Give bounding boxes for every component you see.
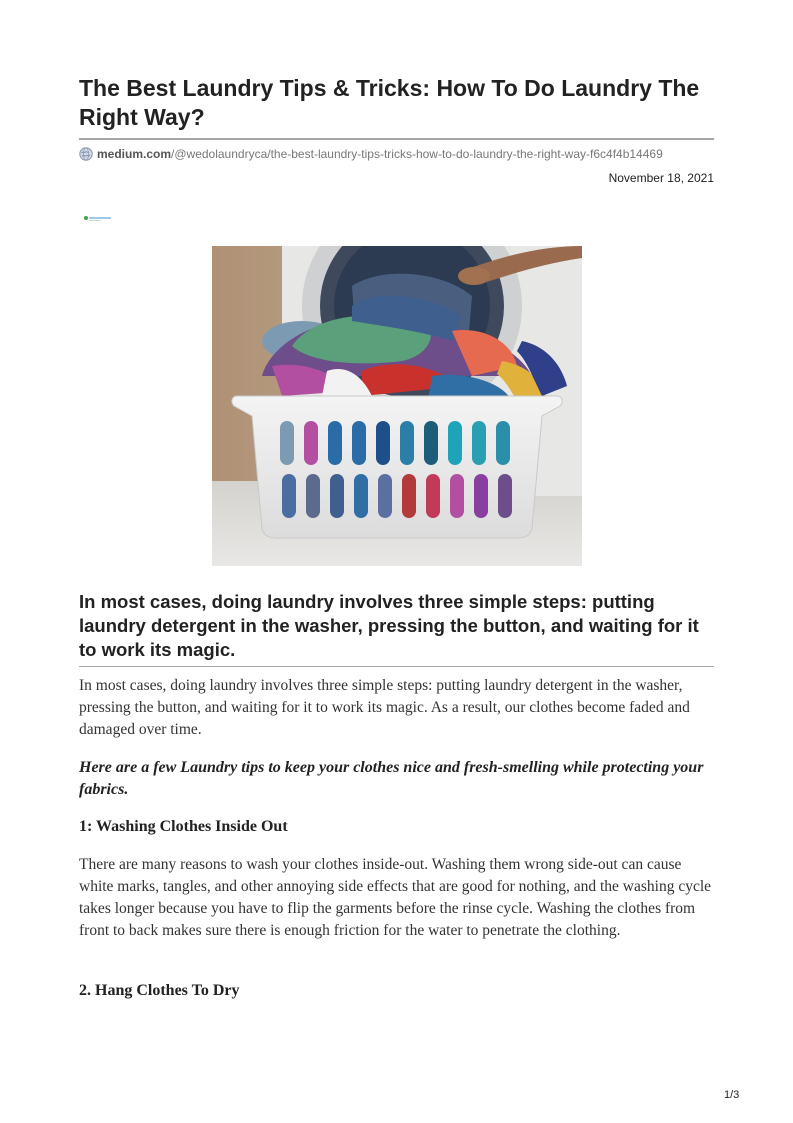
article-subheading: In most cases, doing laundry involves three simple steps: putting laundry detergent in the washer, pressing the button, and waiting for it to work its magic.: [79, 591, 699, 660]
subheading-divider: [79, 666, 714, 667]
section-heading-1: 1: Washing Clothes Inside Out: [79, 818, 288, 835]
source-link[interactable]: [79, 146, 714, 162]
source-path: /@wedolaundryca/the-best-laundry-tips-tricks-how-to-do-laundry-the-right-way-f6c4f4b14469: [171, 147, 663, 161]
intro-paragraph: In most cases, doing laundry involves three simple steps: putting laundry detergent in the washer, pressing the button, and waiting for it to work its magic. As a result, our clothes become faded and damaged over time.: [79, 677, 690, 738]
publish-date: November 18, 2021: [608, 171, 714, 185]
section-body-1: There are many reasons to wash your clothes inside-out. Washing them wrong side-out can cause white marks, tangles, and other annoying side effects that are good for nothing, and the washing cycle takes longer because you have to flip the garments before the rinse cycle. Washing the clothes from front to back makes sure there is enough friction for the water to penetrate the clothing.: [79, 856, 712, 939]
source-domain: medium.com: [97, 147, 172, 161]
title-divider: [79, 138, 714, 140]
globe-icon: [79, 147, 93, 161]
tips-intro: Here are a few Laundry tips to keep your clothes nice and fresh-smelling while protecting your fabrics.: [79, 759, 704, 798]
brand-logo: [83, 211, 113, 221]
page-number: 1/3: [724, 1089, 740, 1101]
section-heading-2: 2. Hang Clothes To Dry: [79, 982, 240, 999]
article-title: The Best Laundry Tips & Tricks: How To Do Laundry The Right Way?: [79, 75, 700, 130]
hero-image: [212, 246, 582, 566]
